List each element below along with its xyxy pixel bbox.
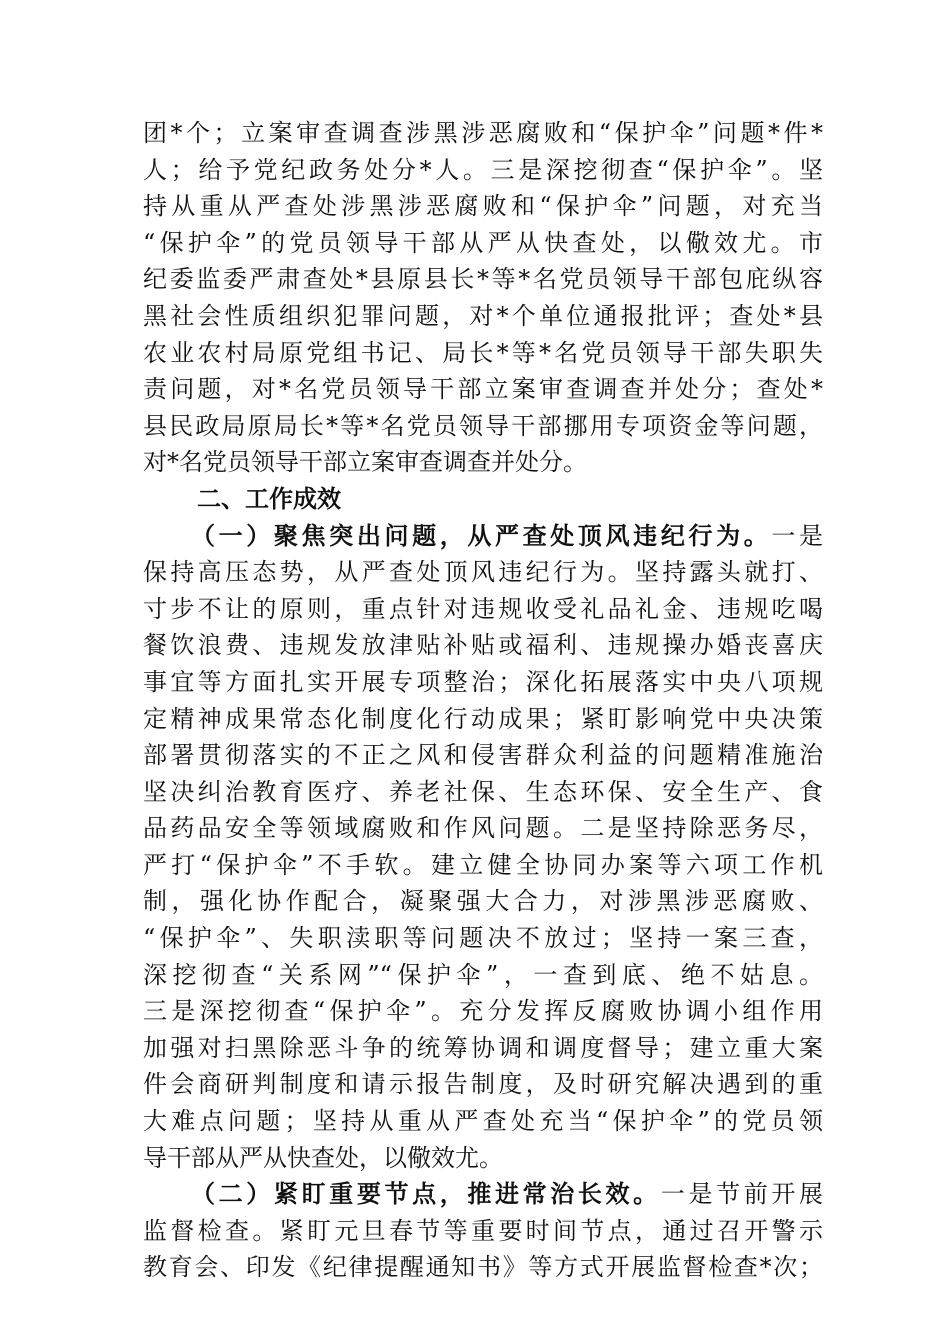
text-line: 制，强化协作配合，凝聚强大合力，对涉黑涉恶腐败、: [143, 887, 823, 916]
text-line: 定精神成果常态化制度化行动成果；紧盯影响党中央决策: [143, 704, 823, 733]
text-line: 纪委监委严肃查处*县原县长*等*名党员领导干部包庇纵容: [143, 265, 823, 294]
text-line: 件会商研判制度和请示报告制度，及时研究解决遇到的重: [143, 1070, 823, 1099]
text-line: 持从重从严查处涉黑涉恶腐败和“保护伞”问题，对充当: [143, 192, 823, 221]
document-body: [143, 115, 823, 1286]
subsection-heading: （二）紧盯重要节点，推进常治长效。: [191, 1180, 661, 1209]
text-run: 一是: [771, 521, 824, 550]
text-line: 责问题，对*名党员领导干部立案审查调查并处分；查处*: [143, 375, 823, 404]
text-line: 对*名党员领导干部立案审查调查并处分。: [143, 448, 587, 477]
text-line: 寸步不让的原则，重点针对违规收受礼品礼金、违规吃喝: [143, 594, 823, 623]
paragraph-first-line: [143, 518, 823, 555]
text-line: 人；给予党纪政务处分*人。三是深挖彻查“保护伞”。坚: [143, 155, 823, 184]
text-line: “保护伞”的党员领导干部从严从快查处，以儆效尤。市: [143, 228, 823, 257]
text-line: 坚决纠治教育医疗、养老社保、生态环保、安全生产、食: [143, 777, 823, 806]
text-line: “保护伞”、失职渎职等问题决不放过；坚持一案三查，: [143, 924, 823, 953]
text-line: 深挖彻查“关系网”“保护伞”，一查到底、绝不姑息。: [143, 960, 823, 989]
paragraph-key-dates: [143, 1176, 823, 1286]
text-run: 一是节前开展: [660, 1180, 824, 1209]
text-line: 农业农村局原党组书记、局长*等*名党员领导干部失职失: [143, 338, 823, 367]
text-line: 严打“保护伞”不手软。建立健全协同办案等六项工作机: [143, 850, 823, 879]
text-line: 团*个；立案审查调查涉黑涉恶腐败和“保护伞”问题*件*: [143, 119, 823, 147]
text-line: 教育会、印发《纪律提醒通知书》等方式开展监督检查*次；: [143, 1253, 823, 1282]
paragraph-continued: [143, 115, 823, 481]
text-line: 监督检查。紧盯元旦春节等重要时间节点，通过召开警示: [143, 1216, 823, 1245]
text-line: 导干部从严从快查处，以儆效尤。: [143, 1143, 503, 1172]
text-line: 三是深挖彻查“保护伞”。充分发挥反腐败协调小组作用: [143, 997, 823, 1026]
text-line: 黑社会性质组织犯罪问题，对*个单位通报批评；查处*县: [143, 301, 823, 330]
text-line: 餐饮浪费、违规发放津贴补贴或福利、违规操办婚丧喜庆: [143, 631, 823, 660]
text-line: 品药品安全等领域腐败和作风问题。二是坚持除恶务尽，: [143, 814, 823, 843]
paragraph-first-line: [143, 1176, 823, 1213]
text-line: 加强对扫黑除恶斗争的统筹协调和调度督导；建立重大案: [143, 1033, 823, 1062]
text-line: 事宜等方面扎实开展专项整治；深化拓展落实中央八项规: [143, 667, 823, 696]
text-line: 县民政局原局长*等*名党员领导干部挪用专项资金等问题，: [143, 411, 823, 440]
text-line: 保持高压态势，从严查处顶风违纪行为。坚持露头就打、: [143, 558, 823, 587]
section-heading: 二、工作成效: [197, 484, 341, 513]
subsection-heading: （一）聚焦突出问题，从严查处顶风违纪行为。: [191, 521, 772, 550]
paragraph-focus-issues: [143, 518, 823, 1177]
text-line: 部署贯彻落实的不正之风和侵害群众利益的问题精准施治: [143, 741, 823, 770]
text-line: 大难点问题；坚持从重从严查处充当“保护伞”的党员领: [143, 1107, 823, 1136]
